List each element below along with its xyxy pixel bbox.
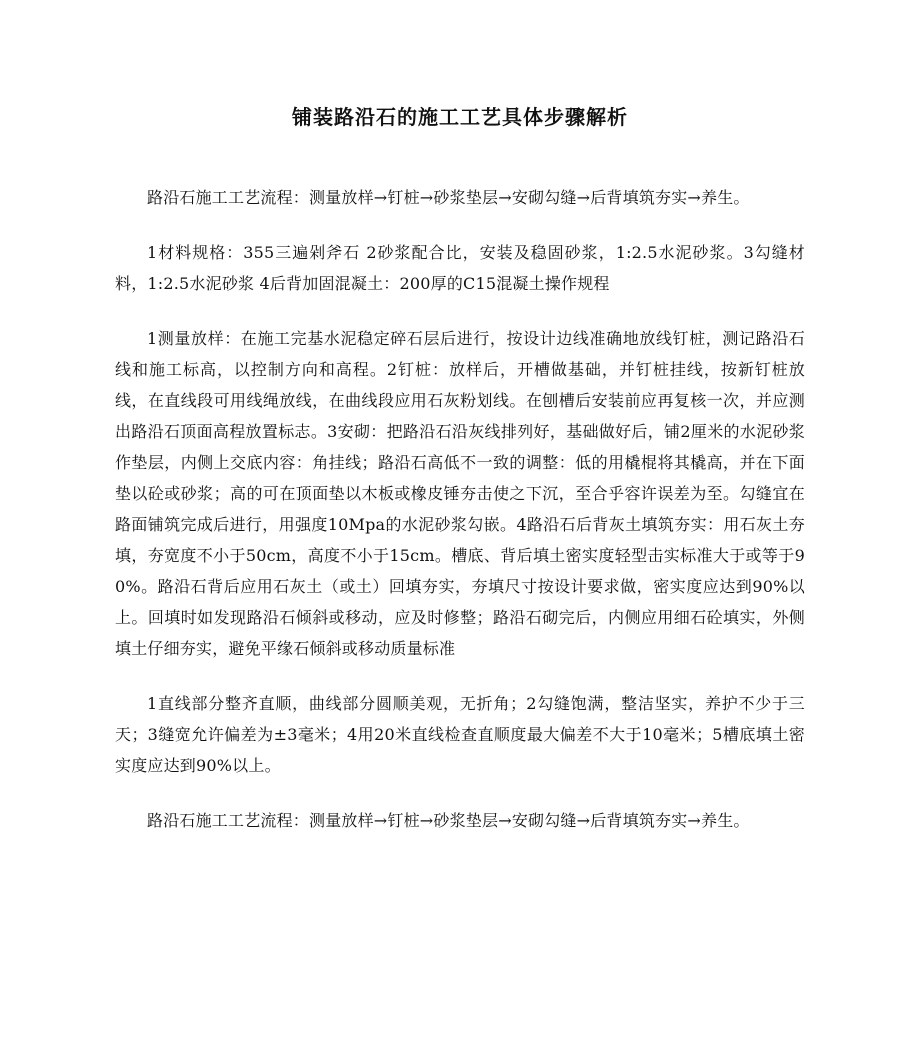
document-body (115, 182, 805, 860)
paragraph-quality-standard: 1直线部分整齐直顺，曲线部分圆顺美观，无折角；2勾缝饱满，整洁坚实，养护不少于三天；3缝宽允许偏差为±3毫米；4用20米直线检查直顺度最大偏差不大于10毫米；5槽底填土密实度应达到90%以上。 (115, 694, 805, 775)
paragraph-material-specs: 1材料规格：355三遍剁斧石 2砂浆配合比，安装及稳固砂浆，1:2.5水泥砂浆。3勾缝材料，1:2.5水泥砂浆 4后背加固混凝土：200厚的C15混凝土操作规程 (115, 243, 805, 293)
document-title: 铺装路沿石的施工工艺具体步骤解析 (292, 105, 628, 129)
paragraph-process-flow: 路沿石施工工艺流程：测量放样→钉桩→砂浆垫层→安砌勾缝→后背填筑夯实→养生。 (147, 188, 750, 207)
paragraph-process-flow-repeat: 路沿石施工工艺流程：测量放样→钉桩→砂浆垫层→安砌勾缝→后背填筑夯实→养生。 (147, 811, 750, 830)
paragraph-operating-procedure: 1测量放样：在施工完基水泥稳定碎石层后进行，按设计边线准确地放线钉桩，测记路沿石线和施工标高，以控制方向和高程。2钉桩：放样后，开槽做基础，并钉桩挂线，按新钉桩放线，在直线段可用线绳放线，在曲线段应用石灰粉划线。在刨槽后安装前应再复核一次，并应测出路沿石顶面高程放置标志。3安砌：把路沿石沿灰线排列好，基础做好后，铺2厘米的水泥砂浆作垫层，内侧上交底内容：角挂线；路沿石高低不一致的调整：低的用橇棍将其橇高，并在下面垫以砼或砂浆；高的可在顶面垫以木板或橡皮锤夯击使之下沉，至合乎容许误差为至。勾缝宜在路面铺筑完成后进行，用强度10Mpa的水泥砂浆勾嵌。4路沿石后背灰土填筑夯实：用石灰土夯填，夯宽度不小于50cm，高度不小于15cm。槽底、背后填土密实度轻型击实标准大于或等于90%。路沿石背后应用石灰土（或土）回填夯实，夯填尺寸按设计要求做，密实度应达到90%以上。回填时如发现路沿石倾斜或移动，应及时修整；路沿石砌完后，内侧应用细石砼填实，外侧填土仔细夯实，避免平缘石倾斜或移动质量标准 (115, 329, 805, 658)
